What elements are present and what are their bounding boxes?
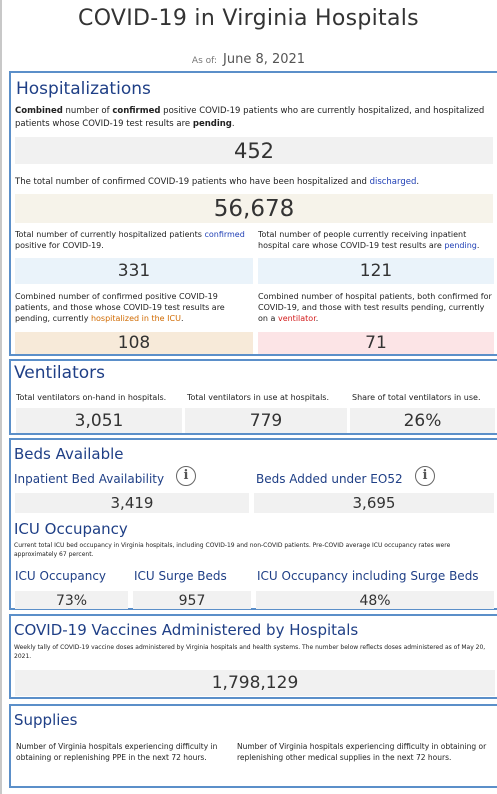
- icu-incl-surge-label: ICU Occupancy including Surge Beds: [257, 569, 479, 583]
- beds-added-info-icon[interactable]: i: [415, 466, 435, 486]
- ventilator-description: Combined number of hospital patients, both confirmed for COVID-19, and those with test results pending, currently on a ventilator.: [258, 292, 492, 323]
- icu-value: 108: [15, 332, 253, 354]
- icu-occupancy-description: Current total ICU bed occupancy in Virginia hospitals, including COVID-19 and non-COVID patients. Pre-COVID average ICU occupancy rates were approximately 67 percent.: [14, 542, 451, 558]
- hospitalizations-title: Hospitalizations: [16, 79, 151, 99]
- hospitalizations-panel: [9, 71, 497, 356]
- beds-panel: [9, 438, 497, 610]
- beds-added-label: Beds Added under EO52: [256, 472, 403, 486]
- supplies-title: Supplies: [14, 711, 78, 729]
- left-rail: [0, 0, 2, 794]
- vent-inuse-value: 779: [185, 408, 347, 433]
- inpatient-bed-label: Inpatient Bed Availability: [14, 472, 165, 486]
- ventilators-panel: [9, 359, 497, 435]
- vent-onhand-label: Total ventilators on-hand in hospitals.: [16, 393, 167, 402]
- inpatient-info-icon[interactable]: i: [176, 466, 196, 486]
- vaccines-title: COVID-19 Vaccines Administered by Hospitals: [14, 621, 359, 639]
- other-supplies-description: Number of Virginia hospitals experiencing difficulty in obtaining or replenishing other medical supplies in the next 72 hours.: [237, 742, 487, 762]
- as-of-label: As of:: [191, 56, 218, 66]
- vent-inuse-label: Total ventilators in use at hospitals.: [187, 393, 329, 402]
- combined-value: 452: [15, 137, 493, 164]
- as-of-date: June 8, 2021: [223, 52, 306, 67]
- vaccines-panel: [9, 614, 497, 699]
- pending-description: Total number of people currently receiving inpatient hospital care whose COVID-19 test results are pending.: [258, 230, 480, 250]
- pending-value: 121: [258, 258, 494, 284]
- beds-added-value: 3,695: [254, 493, 494, 513]
- vaccines-description: Weekly tally of COVID-19 vaccine doses administered by Virginia hospitals and health systems. The number below reflects doses administered as of May 20, 2021.: [14, 644, 486, 660]
- icu-surge-label: ICU Surge Beds: [134, 569, 227, 583]
- beds-title: Beds Available: [14, 445, 124, 463]
- supplies-panel: [9, 704, 497, 788]
- confirmed-value: 331: [15, 258, 253, 284]
- icu-incl-surge-value: 48%: [256, 591, 494, 609]
- ventilator-patients-value: 71: [258, 332, 494, 354]
- as-of-line: [0, 52, 497, 67]
- icu-occupancy-title: ICU Occupancy: [14, 520, 128, 538]
- vent-share-label: Share of total ventilators in use.: [352, 393, 481, 402]
- vent-share-value: 26%: [350, 408, 495, 433]
- inpatient-bed-value: 3,419: [15, 493, 249, 513]
- combined-description: Combined number of confirmed positive COVID-19 patients who are currently hospitalized, and hospitalized patients whose COVID-19 test results are pending.: [15, 106, 485, 129]
- vaccines-value: 1,798,129: [15, 670, 495, 696]
- discharged-description: The total number of confirmed COVID-19 patients who have been hospitalized and discharged.: [15, 177, 420, 187]
- icu-description: Combined number of confirmed positive COVID-19 patients, and those whose COVID-19 test results are pending, currently hospitalized in the ICU.: [15, 292, 225, 323]
- icu-occupancy-value: 73%: [15, 591, 128, 609]
- icu-surge-value: 957: [133, 591, 251, 609]
- icu-occupancy-label: ICU Occupancy: [15, 569, 107, 583]
- page-title: COVID-19 in Virginia Hospitals: [78, 6, 419, 31]
- ventilators-title: Ventilators: [14, 363, 105, 383]
- vent-onhand-value: 3,051: [16, 408, 182, 433]
- confirmed-description: Total number of currently hospitalized patients confirmed positive for COVID-19.: [15, 230, 245, 250]
- ppe-description: Number of Virginia hospitals experiencing difficulty in obtaining or replenishing PPE in the next 72 hours.: [16, 742, 218, 762]
- discharged-value: 56,678: [15, 194, 493, 223]
